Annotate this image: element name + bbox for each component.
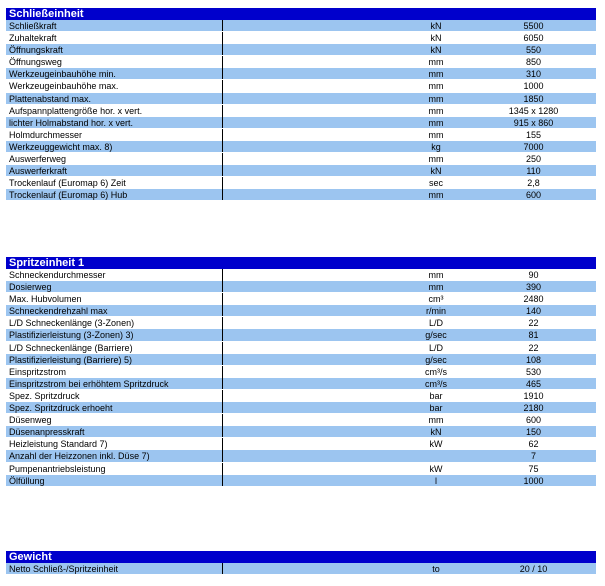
row-label: L/D Schneckenlänge (Barriere) [9, 342, 133, 353]
table-row [6, 414, 596, 426]
column-divider [222, 450, 223, 461]
table-row [6, 450, 596, 462]
row-unit: mm [428, 81, 444, 92]
row-unit: mm [428, 117, 444, 128]
row-unit: mm [428, 93, 444, 104]
table-row [6, 463, 596, 475]
row-unit: kN [430, 427, 442, 438]
table-row [6, 189, 596, 201]
row-value: 108 [525, 354, 542, 365]
column-divider [222, 463, 223, 475]
row-unit: kg [431, 141, 441, 152]
row-unit: L/D [428, 342, 443, 353]
column-divider [222, 56, 223, 68]
column-divider [222, 378, 223, 389]
column-divider [222, 426, 223, 437]
column-divider [222, 329, 223, 340]
column-divider [222, 563, 223, 574]
column-divider [222, 153, 223, 165]
row-value: 5500 [523, 21, 544, 31]
table-row [6, 354, 596, 366]
row-value: 310 [525, 69, 542, 80]
row-label: Düsenweg [9, 415, 52, 426]
row-unit: cm³ [428, 294, 444, 305]
row-unit: mm [428, 57, 444, 68]
column-divider [222, 93, 223, 104]
row-label: Netto Schließ-/Spritzeinheit [9, 564, 119, 574]
table-row [6, 402, 596, 414]
section-header: Spritzeinheit 1 [6, 257, 596, 269]
table-row [6, 317, 596, 329]
row-value: 155 [525, 129, 542, 140]
row-value: 465 [525, 378, 542, 389]
row-unit: r/min [426, 306, 446, 317]
row-label: Zuhaltekraft [9, 33, 57, 44]
table-row [6, 269, 596, 281]
table-row [6, 563, 596, 575]
row-unit: cm³/s [425, 378, 447, 389]
section-header: Gewicht [6, 551, 596, 563]
row-unit: sec [428, 178, 443, 189]
row-unit: kN [430, 166, 442, 177]
row-unit: bar [429, 403, 443, 414]
row-value: 1910 [523, 390, 544, 401]
table-row [6, 153, 596, 165]
row-label: Plattenabstand max. [9, 93, 92, 104]
row-unit: mm [428, 154, 444, 165]
row-unit: l [435, 475, 437, 486]
column-divider [222, 80, 223, 92]
table-row [6, 32, 596, 44]
row-value: 20 / 10 [519, 564, 548, 574]
row-unit: mm [428, 129, 444, 140]
row-value: 22 [528, 342, 539, 353]
row-unit: bar [429, 390, 443, 401]
table-row [6, 93, 596, 105]
row-unit: g/sec [425, 330, 447, 341]
row-label: Spez. Spritzdruck erhoeht [9, 403, 113, 414]
table-row [6, 342, 596, 354]
row-value: 62 [528, 439, 539, 450]
table-row [6, 117, 596, 129]
column-divider [222, 20, 223, 31]
section-spritzeinheit [6, 257, 596, 487]
row-label: Werkzeugeinbauhöhe max. [9, 81, 119, 92]
row-value: 7 [530, 451, 536, 462]
column-divider [222, 269, 223, 281]
table-row [6, 141, 596, 153]
row-label: lichter Holmabstand hor. x vert. [9, 117, 134, 128]
column-divider [222, 105, 223, 117]
row-label: Schneckendrehzahl max [9, 306, 108, 317]
row-value: 81 [528, 330, 539, 341]
row-value: 90 [528, 270, 539, 280]
row-label: Auswerferweg [9, 154, 67, 165]
row-label: Pumpenantriebsleistung [9, 463, 106, 474]
row-unit: mm [428, 190, 444, 201]
row-unit: kN [430, 45, 442, 56]
table-row [6, 438, 596, 450]
row-value: 2480 [523, 294, 544, 305]
column-divider [222, 402, 223, 413]
table-row [6, 44, 596, 56]
row-value: 110 [526, 166, 541, 177]
row-label: Schließkraft [9, 21, 57, 31]
row-value: 600 [525, 190, 542, 201]
section-gewicht [6, 551, 596, 575]
row-unit: mm [428, 282, 444, 293]
column-divider [222, 165, 223, 176]
row-value: 22 [528, 318, 539, 329]
row-label: Spez. Spritzdruck [9, 390, 80, 401]
row-label: Aufspannplattengröße hor. x vert. [9, 105, 143, 116]
section-header: Schließeinheit [6, 8, 596, 20]
table-row [6, 305, 596, 317]
table-row [6, 105, 596, 117]
table-row [6, 378, 596, 390]
row-value: 150 [525, 427, 542, 438]
row-label: Heizleistung Standard 7) [9, 439, 108, 450]
row-value: 75 [528, 463, 539, 474]
table-row [6, 68, 596, 80]
column-divider [222, 317, 223, 329]
column-divider [222, 177, 223, 189]
row-value: 530 [525, 366, 542, 377]
column-divider [222, 32, 223, 44]
row-label: Einspritzstrom bei erhöhtem Spritzdruck [9, 378, 169, 389]
table-row [6, 129, 596, 141]
row-label: Trockenlauf (Euromap 6) Zeit [9, 178, 126, 189]
table-row [6, 366, 596, 378]
row-value: 1345 x 1280 [508, 105, 559, 116]
row-value: 7000 [523, 141, 544, 152]
table-row [6, 426, 596, 438]
row-label: Düsenanpresskraft [9, 427, 85, 438]
row-label: Ölfüllung [9, 475, 45, 486]
column-divider [222, 366, 223, 378]
section-schliesseinheit [6, 8, 596, 201]
column-divider [222, 342, 223, 354]
table-row [6, 329, 596, 341]
row-unit: mm [428, 105, 444, 116]
row-label: Anzahl der Heizzonen inkl. Düse 7) [9, 451, 150, 462]
row-unit: mm [428, 415, 444, 426]
row-label: Werkzeuggewicht max. 8) [9, 141, 113, 152]
row-label: Holmdurchmesser [9, 129, 83, 140]
column-divider [222, 390, 223, 402]
table-row [6, 80, 596, 92]
row-unit: kW [429, 463, 443, 474]
row-label: Schneckendurchmesser [9, 270, 106, 280]
row-unit: g/sec [425, 354, 447, 365]
row-value: 6050 [523, 33, 544, 44]
row-label: Trockenlauf (Euromap 6) Hub [9, 190, 128, 201]
table-row [6, 475, 596, 487]
column-divider [222, 354, 223, 365]
row-value: 550 [525, 45, 542, 56]
column-divider [222, 281, 223, 292]
column-divider [222, 117, 223, 128]
table-row [6, 390, 596, 402]
row-value: 1000 [523, 475, 544, 486]
row-value: 1850 [523, 93, 544, 104]
row-unit: kN [430, 33, 442, 44]
column-divider [222, 68, 223, 79]
table-row [6, 165, 596, 177]
row-label: Auswerferkraft [9, 166, 68, 177]
row-unit: L/D [428, 318, 443, 329]
row-value: 915 x 860 [513, 117, 554, 128]
column-divider [222, 475, 223, 486]
row-unit: kN [430, 21, 442, 31]
column-divider [222, 438, 223, 450]
table-row [6, 177, 596, 189]
table-row [6, 293, 596, 305]
row-value: 2180 [523, 403, 544, 414]
row-label: L/D Schneckenlänge (3-Zonen) [9, 318, 135, 329]
row-label: Öffnungskraft [9, 45, 63, 56]
column-divider [222, 129, 223, 141]
column-divider [222, 189, 223, 200]
row-value: 600 [525, 415, 542, 426]
row-label: Öffnungsweg [9, 57, 62, 68]
row-label: Einspritzstrom [9, 366, 67, 377]
column-divider [222, 293, 223, 305]
row-unit: cm³/s [425, 366, 447, 377]
row-label: Plastifizierleistung (3-Zonen) 3) [9, 330, 134, 341]
row-unit: mm [428, 69, 444, 80]
column-divider [222, 305, 223, 316]
row-value: 850 [525, 57, 542, 68]
row-value: 1000 [523, 81, 544, 92]
row-value: 250 [525, 154, 542, 165]
table-row [6, 281, 596, 293]
row-label: Plastifizierleistung (Barriere) 5) [9, 354, 133, 365]
row-unit: to [432, 564, 440, 574]
row-label: Max. Hubvolumen [9, 294, 82, 305]
row-value: 390 [525, 282, 542, 293]
row-unit: mm [428, 270, 444, 280]
row-label: Werkzeugeinbauhöhe min. [9, 69, 116, 80]
table-row [6, 20, 596, 32]
row-value: 140 [525, 306, 542, 317]
row-value: 2,8 [527, 178, 540, 189]
row-unit: kW [429, 439, 443, 450]
column-divider [222, 141, 223, 152]
row-label: Dosierweg [9, 282, 52, 293]
column-divider [222, 414, 223, 426]
table-row [6, 56, 596, 68]
column-divider [222, 44, 223, 55]
